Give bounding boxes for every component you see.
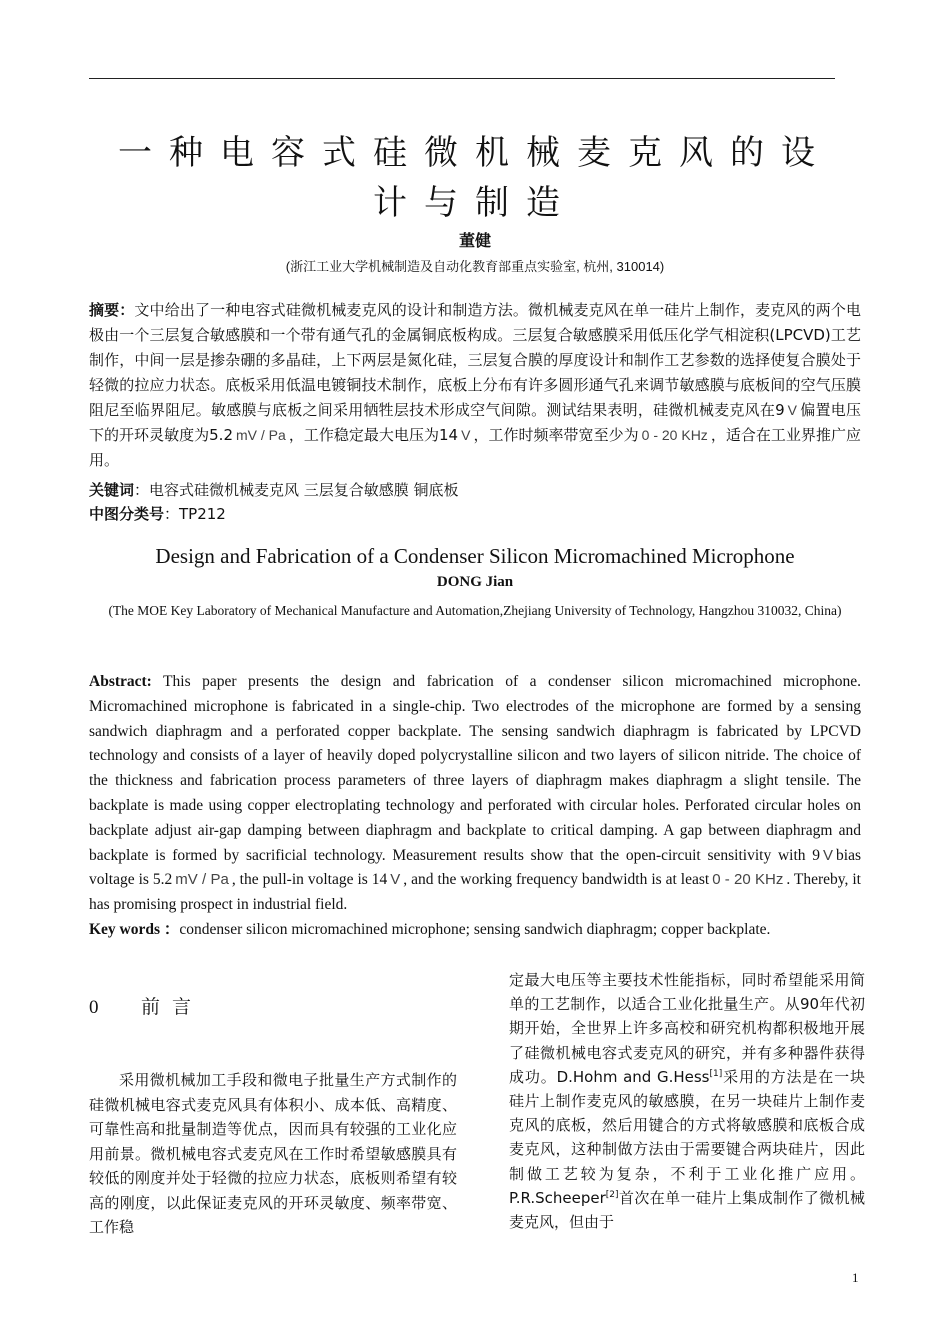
- english-abstract-text: This paper presents the design and fabrication of a condenser silicon micromachined microphone. Micromachined microphone is fabricated in a single-chip. Two electrodes of the microphone are formed by a sensing sandwich diaphragm and a perforated copper backplate. The sensing sandwich diaphragm is fabricated by LPCVD technology and consists of a layer of heavily doped polycrystalline silicon and two layers of silicon nitride. The choice of the thickness and fabrication process parameters of three layers of diaphragm makes diaphragm a slight tensile. The backplate is made using copper electroplating technology and perforated with circular holes. Perforated circular holes on backplate adjust air-gap damping between diaphragm and backplate to critical damping. A gap between diaphragm and backplate is formed by sacrificial technology. Measurement results show that the open-circuit sensitivity with 9: [89, 673, 861, 864]
- english-abstract-text: , the pull-in voltage is 14: [231, 871, 388, 889]
- unit-volt: V: [823, 846, 834, 864]
- chinese-abstract-text: ，适合在工业界推广应用。: [89, 426, 861, 469]
- citation-ref[interactable]: [2]: [605, 1189, 619, 1200]
- body-right-text: 采用的方法是在一块硅片上制作麦克风的敏感膜，在另一块硅片上制作麦克风的底板，然后用键合的方式将敏感膜和底板合成麦克风，这种制做方法由于需要键合两块硅片，因此制做工艺较为复杂，不利于工业化推广应用。P.R.Scheeper: [509, 1067, 865, 1207]
- body-left-column: 采用微机械加工手段和微电子批量生产方式制作的硅微机械电容式麦克风具有体积小、成本低、高精度、可靠性高和批量制造等优点，因而具有较强的工业化应用前景。微机械电容式麦克风在工作时希望敏感膜具有较低的刚度并处于轻微的拉应力状态，底板则希望有较高的刚度，以此保证麦克风的开环灵敏度、频率带宽、工作稳: [89, 1071, 457, 1236]
- english-affiliation: (The MOE Key Laboratory of Mechanical Manufacture and Automation,Zhejiang University of Technology, Hangzhou 310032, China): [108, 603, 842, 618]
- chinese-abstract-text: ，工作稳定最大电压为14: [288, 426, 459, 444]
- chinese-keywords-text: ：电容式硅微机械麦克风 三层复合敏感膜 铜底板: [134, 481, 459, 499]
- chinese-affiliation: (浙江工业大学机械制造及自动化教育部重点实验室, 杭州, 310014): [285, 259, 665, 274]
- classification-text: ：TP212: [164, 505, 226, 523]
- chinese-keywords: [89, 478, 861, 502]
- body-right-text: 定最大电压等主要技术性能指标，同时希望能采用简单的工艺制作，以适合工业化批量生产。从90年代初期开始，全世界上许多高校和研究机构都积极地开展了硅微机械电容式麦克风的研究，并有多种器件获得成功。D.Hohm and G.Hess: [509, 971, 865, 1086]
- english-author: DONG Jian: [436, 574, 514, 590]
- chinese-title: 一种电容式硅微机械麦克风的设计与制造: [118, 133, 832, 223]
- chinese-author: 董健: [458, 231, 491, 250]
- unit-volt: V: [390, 871, 401, 889]
- unit-mv-per-pa: mV / Pa: [235, 427, 286, 443]
- chinese-abstract-text: ，工作时频率带宽至少为: [473, 426, 639, 444]
- chinese-classification: [89, 502, 861, 526]
- header-rule: [89, 78, 835, 79]
- body-right-text: 首次在单一硅片上集成制作了微机械麦克风，但由于: [509, 1188, 865, 1232]
- chinese-abstract-label: 摘要：: [89, 301, 135, 319]
- english-abstract-text: bias voltage is 5.2: [89, 846, 861, 889]
- english-abstract: [89, 670, 861, 918]
- english-abstract-text: . Thereby, it has promising prospect in industrial field.: [89, 871, 861, 914]
- english-abstract-label: Abstract:: [89, 673, 152, 690]
- unit-mv-per-pa: mV / Pa: [175, 871, 229, 889]
- body-right-column: [509, 968, 865, 1234]
- english-title: Design and Fabrication of a Condenser Silicon Micromachined Microphone: [155, 544, 795, 568]
- english-keywords-text: condenser silicon micromachined microphone; sensing sandwich diaphragm; copper backplate.: [179, 921, 771, 938]
- section-number: 0: [89, 997, 99, 1018]
- unit-volt: V: [787, 402, 797, 418]
- unit-frequency-range: 0 - 20 KHz: [641, 427, 708, 443]
- section-heading: [89, 992, 203, 1019]
- chinese-abstract-text: 偏置电压下的开环灵敏度为5.2: [89, 401, 861, 444]
- citation-ref[interactable]: [1]: [709, 1068, 723, 1079]
- english-keywords-label: Key words ：: [89, 921, 180, 938]
- chinese-abstract: [89, 298, 861, 473]
- unit-frequency-range: 0 - 20 KHz: [712, 871, 784, 889]
- section-title: 前言: [141, 996, 204, 1018]
- unit-volt: V: [461, 427, 471, 443]
- english-abstract-text: , and the working frequency bandwidth is at least: [403, 871, 710, 889]
- classification-label: 中图分类号: [89, 505, 165, 523]
- english-keywords: [89, 918, 861, 942]
- page-number: 1: [852, 1270, 859, 1285]
- chinese-keywords-label: 关键词: [89, 481, 135, 499]
- chinese-abstract-text: 文中给出了一种电容式硅微机械麦克风的设计和制造方法。微机械麦克风在单一硅片上制作，麦克风的两个电极由一个三层复合敏感膜和一个带有通气孔的金属铜底板构成。三层复合敏感膜采用低压化学气相淀积(LPCVD)工艺制作，中间一层是掺杂硼的多晶硅，上下两层是氮化硅，三层复合膜的厚度设计和制作工艺参数的选择使复合膜处于轻微的拉应力状态。底板采用低温电镀铜技术制作，底板上分布有许多圆形通气孔来调节敏感膜与底板间的空气压膜阻尼至临界阻尼。敏感膜与底板之间采用牺牲层技术形成空气间隙。测试结果表明，硅微机械麦克风在9: [89, 301, 861, 419]
